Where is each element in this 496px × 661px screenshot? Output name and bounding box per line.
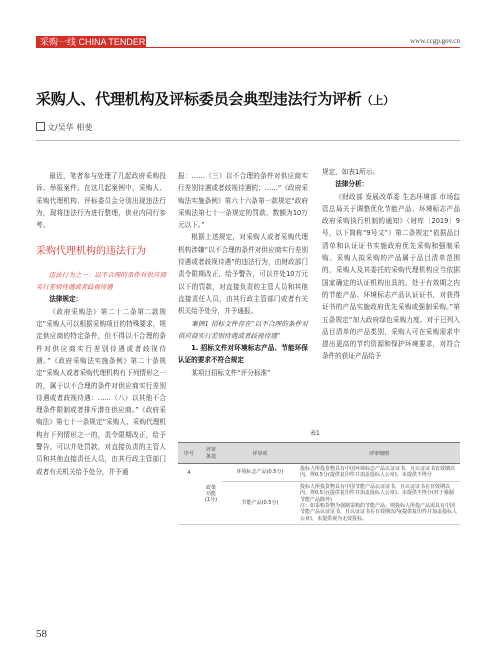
- intro-paragraph: 最近，笔者参与处理了几起政府采购投诉、举报案件。在这几起案例中，采购人、采购代理机构、评标委员会分别出现违法行为，现将违法行为进行整理，供业内同行参考。: [36, 172, 166, 230]
- table-row: [178, 464, 460, 482]
- column-2: [178, 170, 308, 379]
- table-caption: 表1: [310, 430, 320, 437]
- section-tag: 采购一线 CHINA TENDERING: [40, 37, 162, 47]
- table-header-row: [178, 443, 460, 464]
- scoring-table: [178, 442, 460, 525]
- header-detail: 评审细则: [298, 443, 460, 464]
- title-part: （上）: [361, 94, 395, 107]
- title-main: 采购人、代理机构及评标委员会典型违法行为评析: [36, 90, 362, 108]
- law-basis-text: 《政府采购法》第二十二条第二款规定“采购人可以根据采购项目的特殊要求，规定供应商的特定条件，但不得以不合理的条件对供应商实行差别待遇或者歧视待遇。”《政府采购法实施条例》第二十条规定“采购人或者采购代理机构有下列情形之一的，属于以不合理的条件对供应商实行差别待遇或者歧视待遇：……（八）以其他不合理条件限制或者排斥潜在供应商。”《政府采购法》第七十一条规定“采购人、采购代理机构有下列情形之一的，责令限期改正，给予警告，可以并处罚款，对直接负责的主管人员和其他直接责任人员，由其行政主管部门或者有关机关给予处分，并予通: [36, 307, 166, 476]
- law-analysis-label: 法律分析：: [335, 180, 369, 189]
- article-title: [36, 88, 394, 109]
- row-detail: 投标人所投货物具有中国环境标志产品认证证书，且认证证书有效期以内，得0.5分(提供复印件并加盖投标人公章)，未提供不得分: [298, 464, 460, 482]
- law-basis-label: 法律规定：: [49, 295, 83, 304]
- row-clause: 政策 功能 (1分): [200, 464, 222, 525]
- author-line: [36, 122, 92, 133]
- author: 文/吴华 相斐: [47, 123, 93, 132]
- col3-paragraph-2: 《财政部 发展改革委 生态环境部 市场监管总局关于调整优化节能产品、环境标志产品政府采购执行机制的通知》（财库〔2019〕9号，以下简称“9号文”）第二条规定“依据品目清单和认证证书实施政府优先采购和强制采购。采购人拟采购的产品属于品目清单范围的，采购人及其委托的采购代理机构应当依据国家确定的认证机构出具的、处于有效期之内的节能产品、环境标志产品认证证书，对获得证书的产品实施政府优先采购或强制采购。”第五条规定“加大政府绿色采购力度。对于已列入品目清单的产品类别，采购人可在采购需求中提出更高的节约资源和保护环境要求，对符合条件的获证产品给予: [322, 192, 460, 361]
- title-rule: [36, 140, 460, 141]
- case-heading: 案例1 招标文件存在“以不合理的条件对供应商实行差别待遇或者歧视待遇”: [178, 319, 308, 340]
- column-3: [322, 166, 460, 363]
- col3-paragraph-1: 规定，如表1所示。: [322, 168, 379, 176]
- header-clause: 评审 条款: [200, 443, 222, 464]
- column-1: [36, 170, 166, 478]
- col2-paragraph-2: 根据上述规定，对采购人或者采购代理机构涉嫌“以不合理的条件对供应商实行差别待遇或者歧视待遇”的违法行为，由财政部门责令限期改正，给予警告，可以并处10万元以下的罚款，对直接负责的主管人员和其他直接责任人员，由其行政主管部门或者有关机关给予处分，并予通报。: [178, 233, 308, 316]
- col2-paragraph-1: 报：……（三）以不合理的条件对供应商实行差别待遇或者歧视待遇的；……”《政府采购法实施条例》第六十六条第一款规定“政府采购法第七十一条规定的罚款，数额为10万元以下。”: [178, 172, 308, 230]
- row-no: 4: [178, 464, 200, 525]
- header-rule: [146, 47, 460, 48]
- page-number: 58: [36, 628, 47, 640]
- case-subheading: 1. 招标文件对环境标志产品、节能环保认证的要求不符合规定: [178, 344, 308, 365]
- site-url[interactable]: www.ccgp.gov.cn: [410, 37, 460, 45]
- row-item: 节能产品(0.5分): [222, 481, 298, 524]
- col2-paragraph-3: 某项目招标文件“评分标准”: [191, 368, 271, 377]
- author-box-icon: [36, 122, 45, 131]
- header-item: 评审项: [222, 443, 298, 464]
- row-item: 环境标志产品(0.5分): [222, 464, 298, 482]
- header-no: 序号: [178, 443, 200, 464]
- violation-quote: 违法行为之一：以不合理的条件对供应商实行差别待遇或者歧视待遇: [36, 271, 166, 292]
- section-heading: 采购代理机构的违法行为: [36, 246, 146, 258]
- row-detail: 投标人所投货物具有中国节能产品认证证书，且认证证书在有效期以内，得0.5分(提供复印件并加盖投标人公章)；未提供不得分(对于强制节能产品除外) 注：如采购货物为强制采购的节能产品，则投标人所投产品需具有中国节能产品认证证书，且认证证书在有效期以内(提供复印件并加盖投标人公章)，未提供视为无效投标。: [298, 481, 460, 524]
